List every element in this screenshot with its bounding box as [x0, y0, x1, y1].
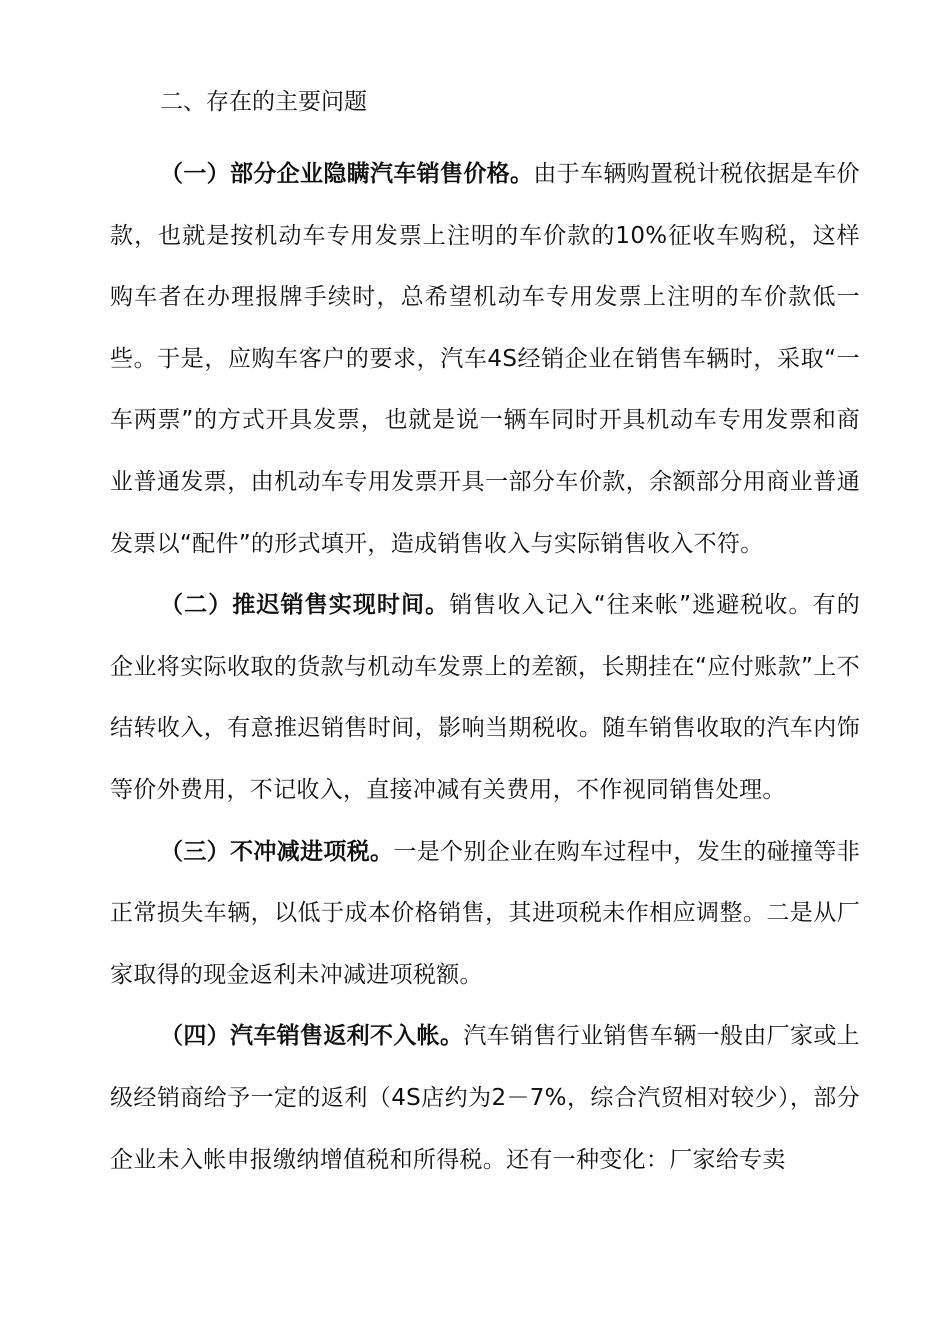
paragraph-1-body: 由于车辆购置税计税依据是车价款，也就是按机动车专用发票上注明的车价款的10%征收车购税，这样购车者在办理报牌手续时，总希望机动车专用发票上注明的车价款低一些。于是，应购车客户的要求，汽车4S经销企业在销售车辆时，采取“一车两票”的方式开具发票，也就是说一辆车同时开具机动车专用发票和商业普通发票，由机动车专用发票开具一部分车价款，余额部分用商业普通发票以“配件”的形式填开，造成销售收入与实际销售收入不符。 [110, 161, 860, 557]
paragraph-1-lead: （一）部分企业隐瞒汽车销售价格。 [160, 161, 534, 187]
paragraph-1 [110, 144, 860, 575]
paragraph-3-lead: （三）不冲减进项税。 [160, 838, 394, 865]
paragraph-3-body: 一是个别企业在购车过程中，发生的碰撞等非正常损失车辆，以低于成本价格销售，其进项税未作相应调整。二是从厂家取得的现金返利未冲减进项税额。 [110, 838, 861, 988]
section-heading: 二、存在的主要问题 [160, 89, 367, 115]
paragraph-2-lead: （二）推迟销售实现时间。 [160, 592, 450, 619]
paragraph-4 [110, 1006, 860, 1191]
paragraph-4-body: 汽车销售行业销售车辆一般由厂家或上级经销商给予一定的返利（4S店约为2－7%，综合汽贸相对较少），部分企业未入帐申报缴纳增值税和所得税。还有一种变化：厂家给专卖 [110, 1023, 860, 1173]
paragraph-3 [110, 822, 860, 1007]
paragraph-4-lead: （四）汽车销售返利不入帐。 [160, 1023, 464, 1050]
paragraph-2 [110, 575, 860, 821]
paragraph-2-body: 销售收入记入“往来帐”逃避税收。有的企业将实际收取的货款与机动车发票上的差额，长期挂在“应付账款”上不结转收入，有意推迟销售时间，影响当期税收。随车销售收取的汽车内饰等价外费用，不记收入，直接冲减有关费用，不作视同销售处理。 [110, 592, 860, 803]
